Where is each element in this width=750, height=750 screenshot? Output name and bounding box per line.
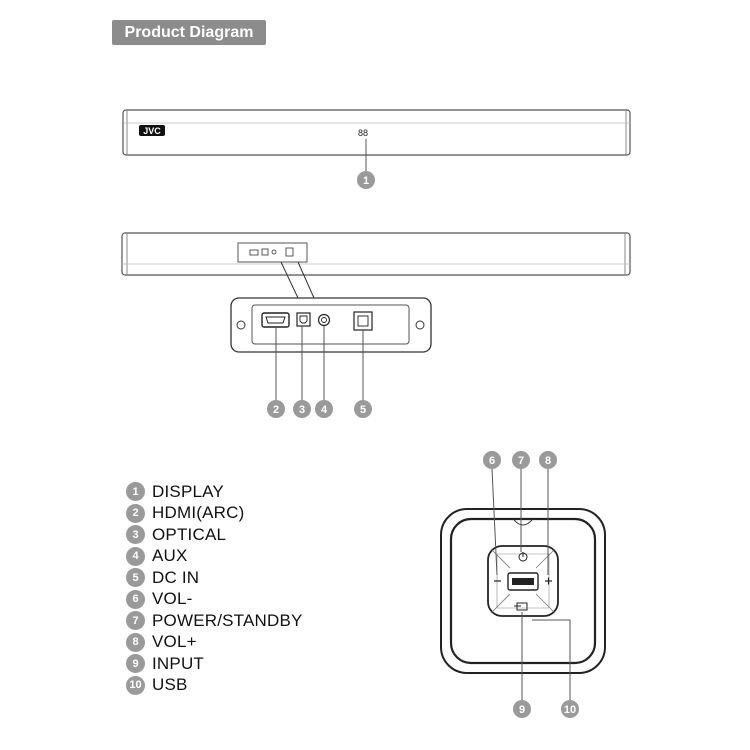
legend-item — [126, 524, 303, 546]
callout-8-label: 8 — [544, 455, 552, 467]
callout-6-label: 6 — [488, 455, 496, 467]
legend-item — [126, 653, 303, 675]
brand-logo-text: JVC — [143, 126, 161, 136]
callout-2-label: 2 — [272, 404, 280, 416]
page-title: Product Diagram — [112, 20, 266, 45]
legend-number: 5 — [126, 568, 145, 587]
legend-label: OPTICAL — [152, 524, 227, 544]
legend-item — [126, 589, 303, 611]
callout-9-label: 9 — [518, 704, 526, 716]
legend-label: VOL+ — [152, 632, 197, 652]
legend-number: 2 — [126, 504, 145, 523]
aux-port — [319, 315, 330, 326]
legend-label: DC IN — [152, 567, 200, 587]
legend-item — [126, 567, 303, 589]
soundbar-rear-view — [122, 233, 630, 298]
legend-label: DISPLAY — [152, 481, 224, 501]
callout-10-label: 10 — [563, 704, 577, 716]
callout-5-label: 5 — [359, 404, 367, 416]
legend-label: VOL- — [152, 589, 193, 609]
dc-in-port — [354, 312, 372, 330]
callout-4-label: 4 — [320, 404, 328, 416]
soundbar-front-view — [123, 110, 630, 189]
legend-number: 1 — [126, 482, 145, 501]
legend-number: 7 — [126, 611, 145, 630]
callout-7-label: 7 — [517, 455, 525, 467]
legend-number: 8 — [126, 633, 145, 652]
legend-number: 4 — [126, 547, 145, 566]
legend-label: USB — [152, 675, 188, 695]
legend-number: 10 — [126, 676, 145, 695]
back-panel-zoom — [231, 298, 431, 418]
rear-port-recess — [238, 243, 307, 262]
legend-number: 3 — [126, 525, 145, 544]
legend-label: HDMI(ARC) — [152, 503, 245, 523]
control-panel — [441, 451, 605, 718]
hdmi-port — [262, 313, 289, 327]
legend-item — [126, 610, 303, 632]
legend-item — [126, 481, 303, 503]
callout-1-label: 1 — [362, 175, 370, 187]
display-readout: 88 — [357, 128, 369, 138]
optical-port — [297, 313, 310, 326]
legend-label: POWER/STANDBY — [152, 610, 303, 630]
legend-item — [126, 632, 303, 654]
legend-item — [126, 503, 303, 525]
legend-item — [126, 675, 303, 697]
legend-number: 9 — [126, 654, 145, 673]
legend-number: 6 — [126, 590, 145, 609]
legend-item — [126, 546, 303, 568]
callout-3-label: 3 — [298, 404, 306, 416]
legend-label: AUX — [152, 546, 188, 566]
legend-label: INPUT — [152, 653, 204, 673]
legend — [126, 481, 303, 696]
